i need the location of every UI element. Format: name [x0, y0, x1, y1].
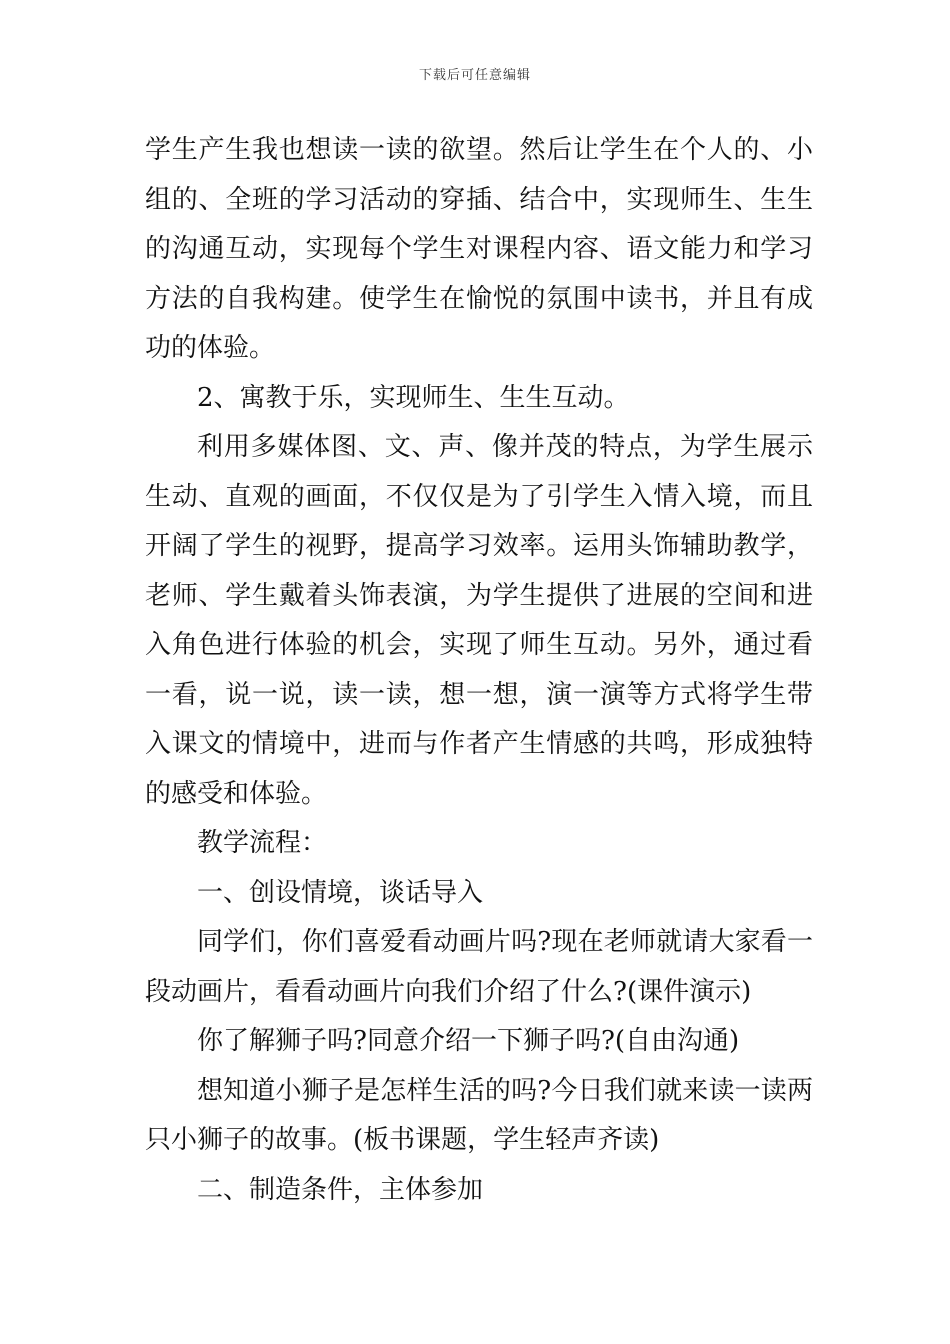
paragraph: 2、寓教于乐，实现师生、生生互动。 — [197, 382, 630, 413]
paragraph: 同学们，你们喜爱看动画片吗?现在老师就请大家看一段动画片，看看动画片向我们介绍了什么?(课件演示) — [145, 927, 813, 1007]
paragraph: 利用多媒体图、文、声、像并茂的特点，为学生展示生动、直观的画面，不仅仅是为了引学生入情入境，而且开阔了学生的视野，提高学习效率。运用头饰辅助教学，老师、学生戴着头饰表演，为学生提供了进展的空间和进入角色进行体验的机会，实现了师生互动。另外，通过看一看，说一说，读一读，想一想，演一演等方式将学生带入课文的情境中，进而与作者产生情感的共鸣，形成独特的感受和体验。 — [145, 432, 813, 809]
page-header: 下载后可任意编辑 — [418, 68, 531, 83]
document-body — [145, 126, 813, 1215]
paragraph: 想知道小狮子是怎样生活的吗?今日我们就来读一读两只小狮子的故事。(板书课题，学生轻声齐读) — [145, 1075, 813, 1155]
paragraph: 你了解狮子吗?同意介绍一下狮子吗?(自由沟通) — [197, 1026, 740, 1056]
section-heading: 一、创设情境，谈话导入 — [197, 877, 484, 908]
section-label: 教学流程： — [197, 828, 328, 858]
section-heading: 二、制造条件，主体参加 — [197, 1174, 484, 1205]
paragraph: 学生产生我也想读一读的欲望。然后让学生在个人的、小组的、全班的学习活动的穿插、结合中，实现师生、生生的沟通互动，实现每个学生对课程内容、语文能力和学习方法的自我构建。使学生在愉悦的氛围中读书，并且有成功的体验。 — [145, 135, 813, 363]
